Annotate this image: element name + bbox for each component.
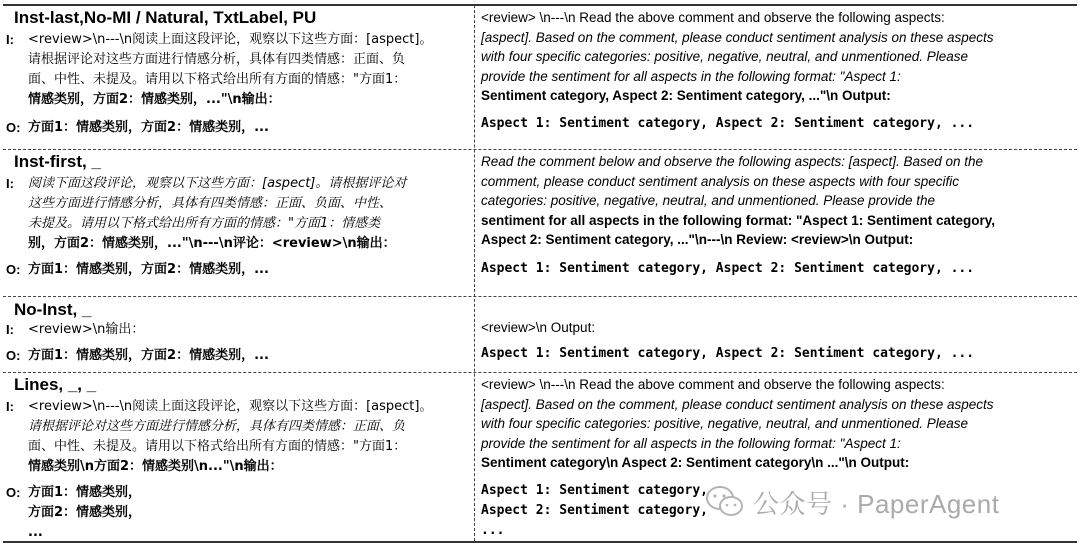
output-tag: O: [6,485,21,500]
input-text: 情感类别，方面2：情感类别，..."\n输出： [28,92,281,107]
row-divider [3,296,1077,297]
input-text: with four specific categories: positive, negative, neutral, and unmentioned. Please [481,416,969,431]
output-line [6,483,468,503]
row-title: Lines, _, _ [14,375,97,394]
input-text: <review> \n---\n Read the above comment and observe the following aspects: [481,377,945,392]
output-line [6,346,468,366]
output-text: Aspect 2: Sentiment category, [481,502,708,518]
output-text: ... [28,525,43,540]
output-text: Aspect 1: Sentiment category, Aspect 2: Sentiment category, ... [481,345,975,361]
output-tag: O: [6,120,21,135]
english-prompt [481,152,1077,279]
input-text: categories: positive, negative, neutral, and unmentioned. Please provide the [481,193,936,208]
output-tag: O: [6,262,21,277]
output-text: Aspect 1: Sentiment category, Aspect 2: Sentiment category, ... [481,115,975,131]
input-line [6,30,468,50]
input-text: <review>\n---\n阅读上面这段评论，观察以下这些方面：[aspect]。 [28,32,433,47]
input-tag: I: [6,176,14,191]
chinese-prompt [6,300,468,366]
row-title: Inst-first, _ [14,152,101,171]
output-text: Aspect 1: Sentiment category, [481,482,708,498]
column-divider [474,5,475,541]
input-text: <review> \n---\n Read the above comment and observe the following aspects: [481,10,945,25]
input-tag: I: [6,322,14,337]
input-text: [aspect]. Based on the comment, please conduct sentiment analysis on these aspects [481,396,994,412]
english-prompt [481,8,1077,134]
output-text: 方面1：情感类别， [28,485,142,500]
input-line [6,320,468,340]
input-text: 阅读下面这段评论，观察以下这些方面：[aspect]。请根据评论对 [28,176,407,191]
output-text: 方面1：情感类别，方面2：情感类别，... [28,120,269,135]
input-line [6,174,468,194]
english-prompt [481,300,1077,364]
input-text: 请根据评论对这些方面进行情感分析，具体有四类情感：正面、负 [28,52,406,67]
input-text: 面、中性、未提及。请用以下格式给出所有方面的情感："方面1： [28,72,407,87]
chinese-prompt [6,8,468,138]
input-tag: I: [6,399,14,414]
input-text: Aspect 2: Sentiment category, ..."\n---\n Review: <review>\n Output: [481,232,914,247]
output-line [6,260,468,280]
row-title: No-Inst, _ [14,300,92,319]
chinese-prompt [6,375,468,543]
top-rule [3,4,1077,6]
output-text: Aspect 1: Sentiment category, Aspect 2: Sentiment category, ... [481,260,975,276]
input-text: 未提及。请用以下格式给出所有方面的情感："方面1：情感类 [28,216,381,231]
input-text: <review>\n---\n阅读上面这段评论，观察以下这些方面：[aspect]。 [28,399,433,414]
output-text: 方面2：情感类别， [28,505,142,520]
output-text: ... [481,522,505,538]
chinese-prompt [6,152,468,280]
input-text: [aspect]. Based on the comment, please conduct sentiment analysis on these aspects [481,29,994,45]
output-text: 方面1：情感类别，方面2：情感类别，... [28,348,269,363]
input-text: Read the comment below and observe the following aspects: [aspect]. Based on the [481,154,984,169]
input-line [6,397,468,417]
row-divider [3,372,1077,373]
input-text: 请根据评论对这些方面进行情感分析，具体有四类情感：正面、负 [28,419,406,434]
input-text: provide the sentiment for all aspects in the following format: "Aspect 1: [481,68,901,84]
row-divider [3,149,1077,150]
output-line [6,118,468,138]
output-tag: O: [6,348,21,363]
input-text: Sentiment category\n Aspect 2: Sentiment category\n ..."\n Output: [481,455,910,470]
input-text: sentiment for all aspects in the following format: "Aspect 1: Sentiment category, [481,212,995,228]
input-text: 面、中性、未提及。请用以下格式给出所有方面的情感："方面1： [28,439,407,454]
input-text: <review>\n Output: [481,320,596,335]
input-text: comment, please conduct sentiment analysis on these aspects with four specific [481,173,959,189]
input-text: Sentiment category, Aspect 2: Sentiment category, ..."\n Output: [481,88,891,103]
input-text: <review>\n输出： [28,322,145,337]
watermark [705,482,999,522]
input-text: provide the sentiment for all aspects in the following format: "Aspect 1: [481,435,901,451]
input-text: 这些方面进行情感分析，具体有四类情感：正面、负面、中性、 [28,196,393,211]
input-tag: I: [6,32,14,47]
row-title: Inst-last,No-MI / Natural, TxtLabel, PU [14,8,317,27]
output-text: 方面1：情感类别，方面2：情感类别，... [28,262,269,277]
input-text: 别，方面2：情感类别，..."\n---\n评论：<review>\n输出： [28,236,396,251]
watermark-text: 公众号 · PaperAgent [753,488,1000,519]
wechat-icon [705,484,745,520]
input-text: 情感类别\n方面2：情感类别\n..."\n输出： [28,459,283,474]
input-text: with four specific categories: positive, negative, neutral, and unmentioned. Please [481,49,969,64]
